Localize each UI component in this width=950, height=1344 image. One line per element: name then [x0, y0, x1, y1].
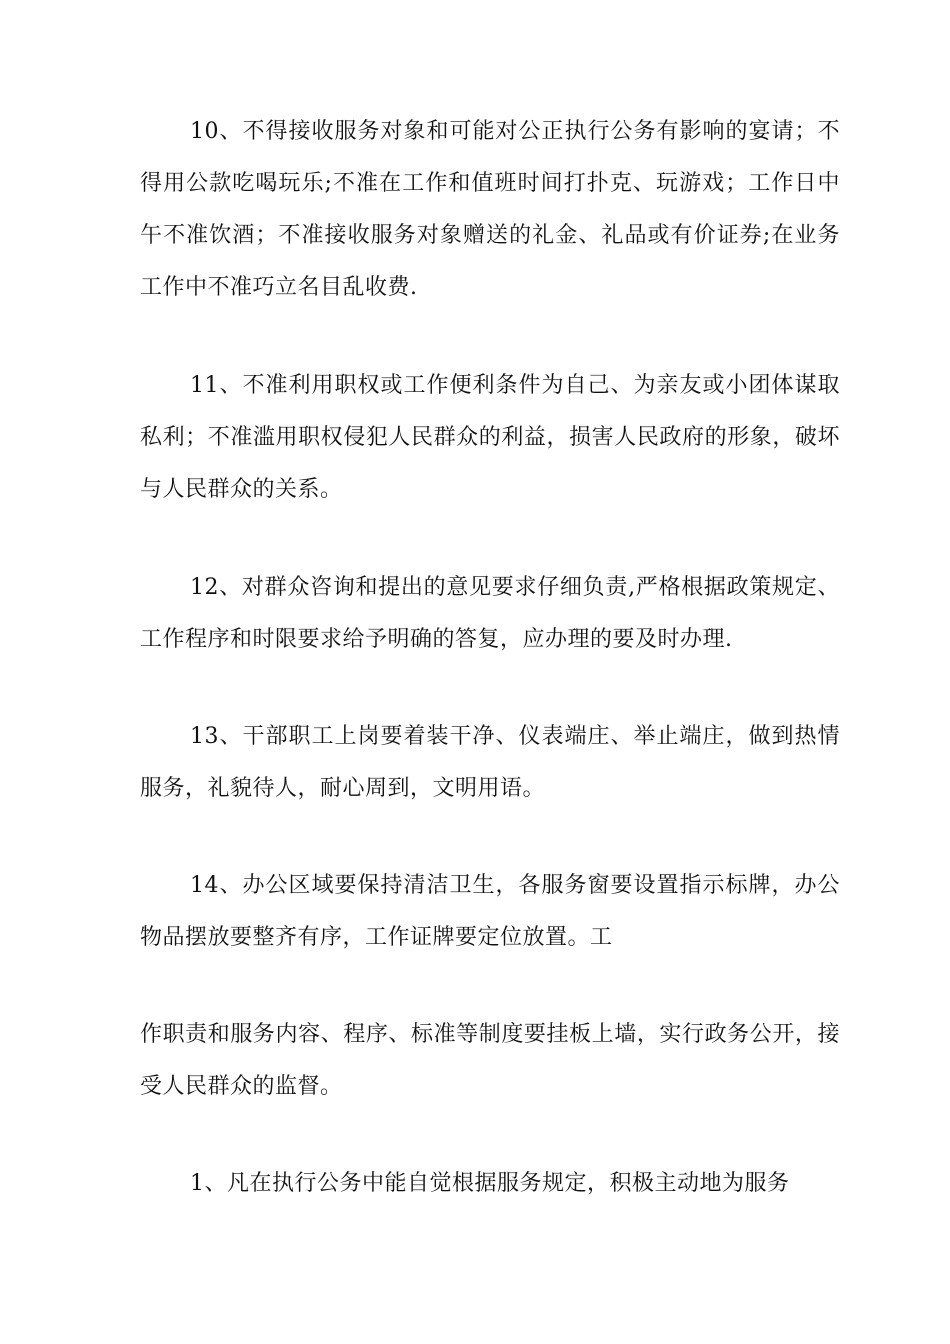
paragraph-rule-14-continued: 作职责和服务内容、程序、标准等制度要挂板上墙，实行政务公开，接受人民群众的监督。	[140, 1022, 840, 1099]
paragraph-rule-11: 11、不准利用职权或工作便利条件为自己、为亲友或小团体谋取私利；不准滥用职权侵犯人民群众的利益，损害人民政府的形象，破坏与人民群众的关系。	[140, 373, 840, 502]
paragraph-rule-13: 13、干部职工上岗要着装干净、仪表端庄、举止端庄，做到热情服务，礼貌待人，耐心周到，文明用语。	[140, 724, 840, 801]
paragraph-rule-12: 12、对群众咨询和提出的意见要求仔细负责,严格根据政策规定、工作程序和时限要求给予明确的答复，应办理的要及时办理.	[140, 575, 840, 652]
paragraph-rule-10: 10、不得接收服务对象和可能对公正执行公务有影响的宴请；不得用公款吃喝玩乐;不准在工作和值班时间打扑克、玩游戏；工作日中午不准饮酒；不准接收服务对象赠送的礼金、礼品或有价证券;在业务工作中不准巧立名目乱收费.	[140, 119, 840, 300]
paragraph-reward-1: 1、凡在执行公务中能自觉根据服务规定，积极主动地为服务	[190, 1171, 790, 1196]
paragraph-rule-14: 14、办公区域要保持清洁卫生，各服务窗要设置指示标牌，办公物品摆放要整齐有序，工作证牌要定位放置。工	[140, 873, 840, 950]
